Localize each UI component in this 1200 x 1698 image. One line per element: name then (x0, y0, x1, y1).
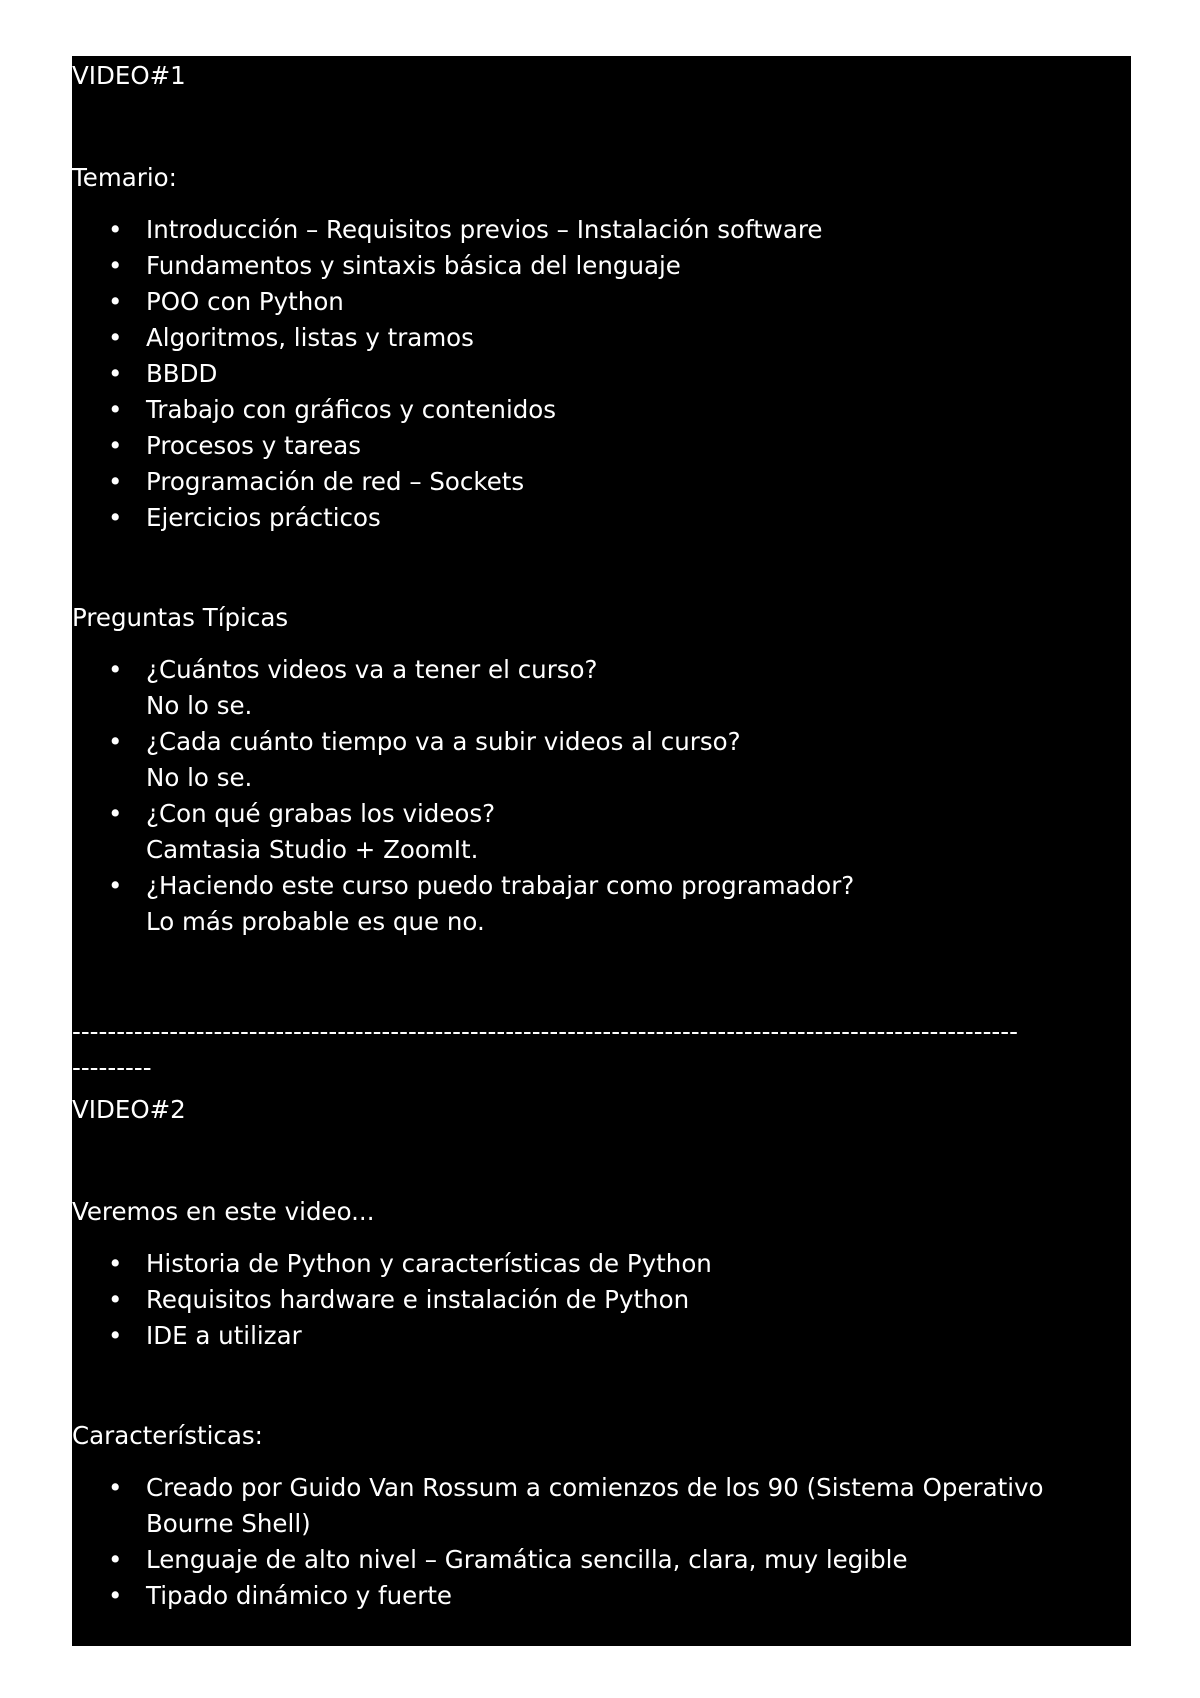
list-item: • Programación de red – Sockets (72, 464, 1072, 500)
list-item: • Ejercicios prácticos (72, 500, 1072, 536)
list-item: • BBDD (72, 356, 1072, 392)
separator-line-continued: --------- (72, 1053, 152, 1082)
separator-line: ----------------------------------------------------------------------------------------------------------- (72, 1017, 1018, 1046)
list-item: • Trabajo con gráficos y contenidos (72, 392, 1072, 428)
intro-list (72, 1246, 1072, 1354)
faq-item (72, 724, 1072, 796)
list-item: • Procesos y tareas (72, 428, 1072, 464)
video1-heading: VIDEO#1 (72, 61, 186, 90)
faq-question: • ¿Haciendo este curso puedo trabajar como programador? (146, 871, 855, 900)
faq-item (72, 796, 1072, 868)
faq-question: • ¿Cada cuánto tiempo va a subir videos al curso? (146, 727, 741, 756)
video2-heading: VIDEO#2 (72, 1095, 186, 1124)
faq-question: • ¿Con qué grabas los videos? (146, 799, 496, 828)
intro-label: Veremos en este video... (72, 1197, 375, 1226)
faq-answer: No lo se. (146, 763, 253, 792)
list-item: • Historia de Python y características de Python (72, 1246, 1072, 1282)
list-item: • Requisitos hardware e instalación de Python (72, 1282, 1072, 1318)
list-item: • Creado por Guido Van Rossum a comienzos de los 90 (Sistema Operativo Bourne Shell) (72, 1470, 1052, 1542)
temario-label: Temario: (72, 163, 177, 192)
faq-item (72, 868, 1072, 940)
list-item: • IDE a utilizar (72, 1318, 1072, 1354)
list-item: • Lenguaje de alto nivel – Gramática sencilla, clara, muy legible (72, 1542, 1052, 1578)
list-item: • Introducción – Requisitos previos – Instalación software (72, 212, 1072, 248)
faq-item (72, 652, 1072, 724)
list-item: • Tipado dinámico y fuerte (72, 1578, 1052, 1614)
faq-label: Preguntas Típicas (72, 603, 289, 632)
temario-list (72, 212, 1072, 536)
document-body (72, 56, 1131, 1646)
list-item: • Fundamentos y sintaxis básica del lenguaje (72, 248, 1072, 284)
faq-answer: Lo más probable es que no. (146, 907, 485, 936)
features-label: Características: (72, 1421, 263, 1450)
faq-question: • ¿Cuántos videos va a tener el curso? (146, 655, 598, 684)
faq-list (72, 652, 1072, 940)
faq-answer: No lo se. (146, 691, 253, 720)
list-item: • Algoritmos, listas y tramos (72, 320, 1072, 356)
faq-answer: Camtasia Studio + ZoomIt. (146, 835, 479, 864)
list-item: • POO con Python (72, 284, 1072, 320)
features-list (72, 1470, 1052, 1614)
